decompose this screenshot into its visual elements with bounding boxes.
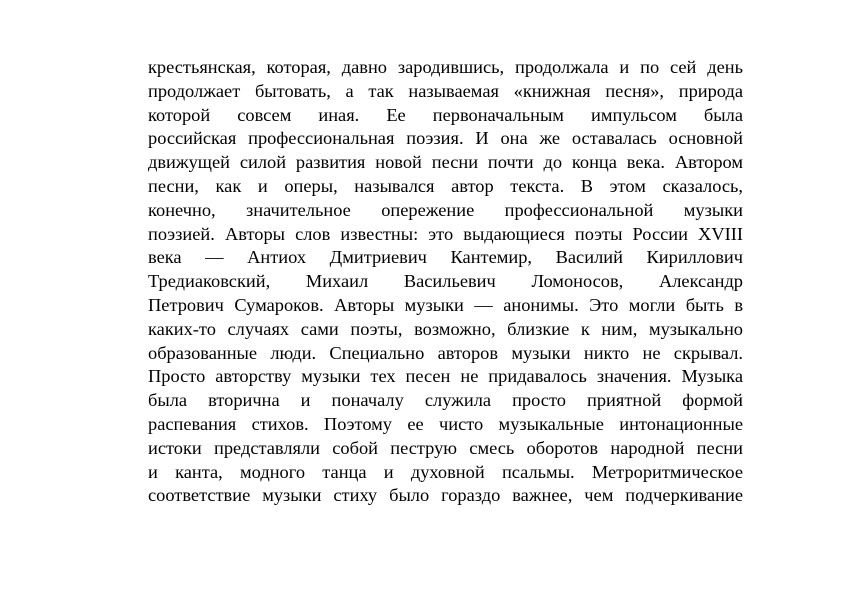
text-line: Просто авторству музыки тех песен не придавалось значения. Музыка [148, 366, 743, 387]
text-line: каких-то случаях сами поэты, возможно, близкие к ним, музыкально [148, 318, 743, 339]
text-line: песни, как и оперы, назывался автор текста. В этом сказалось, [148, 175, 743, 196]
text-line: истоки представляли собой пеструю смесь оборотов народной песни [148, 437, 743, 458]
text-line: Тредиаковский, Михаил Васильевич Ломоносов, Александр [148, 271, 743, 292]
text-line: распевания стихов. Поэтому ее чисто музыкальные интонационные [148, 413, 743, 434]
text-line: продолжает бытовать, а так называемая «книжная песня», природа [148, 80, 743, 101]
text-line: поэзией. Авторы слов известны: это выдающиеся поэты России XVIII [148, 223, 743, 244]
text-line: которой совсем иная. Ее первоначальным импульсом была [148, 104, 743, 125]
body-text [148, 56, 743, 508]
text-line: движущей силой развития новой песни почти до конца века. Автором [148, 152, 743, 173]
text-line: и канта, модного танца и духовной псальмы. Метроритмическое [148, 461, 743, 482]
text-line: образованные люди. Специально авторов музыки никто не скрывал. [148, 342, 743, 363]
text-line: российская профессиональная поэзия. И она же оставалась основной [148, 128, 743, 149]
text-line: соответствие музыки стиху было гораздо важнее, чем подчеркивание [148, 485, 743, 506]
text-line: крестьянская, которая, давно зародившись, продолжала и по сей день [148, 57, 743, 77]
text-line: конечно, значительное опережение профессиональной музыки [148, 199, 743, 220]
text-line: Петрович Сумароков. Авторы музыки — анонимы. Это могли быть в [148, 294, 743, 315]
text-line: века — Антиох Дмитриевич Кантемир, Василий Кириллович [148, 247, 743, 268]
text-line: была вторична и поначалу служила просто приятной формой [148, 390, 743, 411]
